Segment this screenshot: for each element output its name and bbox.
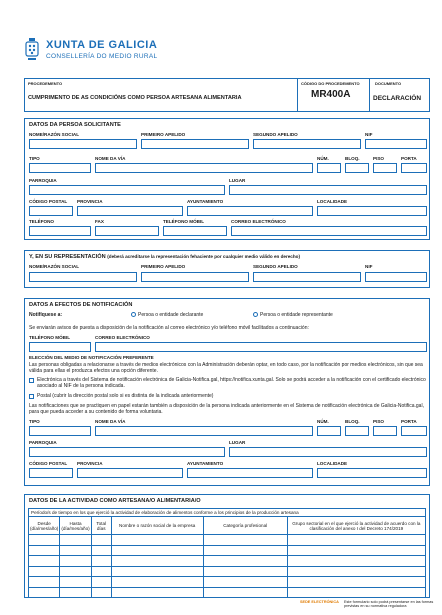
postal-option-text: Postal (cubrir la dirección postal solo si es distinta de la indicada anteriormente) (37, 393, 214, 399)
phone-field[interactable] (29, 226, 91, 236)
nif-field[interactable] (365, 139, 427, 149)
table-row[interactable] (29, 577, 426, 588)
postcode-label: CÓDIGO POSTAL (29, 199, 68, 204)
activity-table (28, 508, 426, 598)
parish-field[interactable] (29, 185, 225, 195)
notif-type-label: TIPO (29, 419, 40, 424)
notif-num-label: NÚM. (317, 419, 329, 424)
rep-nif-field[interactable] (365, 272, 427, 282)
postcode-field[interactable] (29, 206, 73, 216)
locality-label: LOCALIDADE (317, 199, 348, 204)
surname1-field[interactable] (141, 139, 249, 149)
obligation-text: Las personas obligadas a relacionarse a través de medios electrónicos con la Administración deberán optar, en todo caso, por la notificación por medios electrónicos, sin que sea válida para ellas el produzca efectos una opción diferente. (29, 362, 423, 374)
notif-floor-field[interactable] (373, 426, 397, 436)
option-representative[interactable]: Persoa o entidade representante (253, 312, 333, 318)
radio-representative[interactable] (253, 312, 258, 317)
street-field[interactable] (95, 163, 313, 173)
period-header: Período/s de tiempo en los que ejerció la actividad de elaboración de alimentos conforme a los principios de la producción artesana (29, 509, 426, 517)
col-sector: Grupo sectorial en el que ejerció la actividad de acuerdo con la clasificación del anexo I del Decreto 174/2019 (287, 517, 425, 535)
postal-checkbox[interactable] (29, 394, 34, 399)
electronic-checkbox[interactable] (29, 378, 34, 383)
choice-title: ELECCIÓN DEL MEDIO DE NOTIFICACIÓN PREFERENTE (29, 355, 154, 360)
notif-type-field[interactable] (29, 426, 91, 436)
notif-floor-label: PISO (373, 419, 384, 424)
name-field[interactable] (29, 139, 137, 149)
surname2-field[interactable] (253, 139, 361, 149)
notification-section (24, 298, 430, 486)
brand-name: XUNTA DE GALICIA (46, 39, 158, 51)
col-total-days: Total días (91, 517, 111, 535)
rep-nif-label: NIF (365, 264, 373, 269)
option-declarant[interactable]: Persoa o entidade declarante (131, 312, 203, 318)
document-label: DOCUMENTO (375, 81, 402, 86)
applicant-title: DATOS DA PERSOA SOLICITANTE (29, 122, 121, 128)
province-label: PROVINCIA (77, 199, 103, 204)
notify-label: Notifíquese a: (29, 312, 63, 318)
notif-council-label: AYUNTAMIENTO (187, 461, 224, 466)
rep-surname2-field[interactable] (253, 272, 361, 282)
page-header (24, 36, 224, 72)
notif-place-label: LUGAR (229, 440, 246, 445)
phone-label: TELÉFONO (29, 219, 55, 224)
representation-title: Y, EN SU REPRESENTACIÓN (deberá acreditarse la representación fehaciente por cualquier medio válido en derecho) (29, 254, 300, 260)
floor-field[interactable] (373, 163, 397, 173)
procedure-label: PROCEDEMENTO (28, 81, 63, 86)
xunta-logo-icon (24, 38, 40, 64)
footer-right: Este formulario solo podrá presentarse en las formas previstas en su normativa reguladora (344, 600, 434, 608)
council-label: AYUNTAMIENTO (187, 199, 224, 204)
notif-door-field[interactable] (401, 426, 427, 436)
door-field[interactable] (401, 163, 427, 173)
radio-declarant[interactable] (131, 312, 136, 317)
notif-locality-label: LOCALIDADE (317, 461, 348, 466)
table-row[interactable] (29, 556, 426, 567)
num-field[interactable] (317, 163, 341, 173)
notif-block-field[interactable] (345, 426, 369, 436)
notif-province-label: PROVINCIA (77, 461, 103, 466)
notif-door-label: PORTA (401, 419, 417, 424)
mobile-label: TELÉFONO MÓBIL (163, 219, 205, 224)
place-label: LUGAR (229, 178, 246, 183)
document-type: DECLARACIÓN (373, 95, 422, 102)
rep-surname2-label: SEGUNDO APELIDO (253, 264, 298, 269)
table-row[interactable] (29, 566, 426, 577)
notif-province-field[interactable] (77, 468, 183, 478)
rep-name-label: NOME/RAZÓN SOCIAL (29, 264, 80, 269)
table-row[interactable] (29, 535, 426, 546)
type-field[interactable] (29, 163, 91, 173)
email-label: CORREO ELECTRÓNICO (231, 219, 286, 224)
surname1-label: PRIMEIRO APELIDO (141, 132, 186, 137)
place-field[interactable] (229, 185, 427, 195)
street-label: NOME DA VÍA (95, 156, 126, 161)
notif-street-label: NOME DA VÍA (95, 419, 126, 424)
activity-title: DATOS DE LA ACTIVIDAD COMO ARTESANA/O ALIMENTARIA/O (29, 498, 201, 504)
fax-label: FAX (95, 219, 104, 224)
notif-place-field[interactable] (229, 447, 427, 457)
notif-council-field[interactable] (187, 468, 313, 478)
col-category: Categoría profesional (203, 517, 287, 535)
block-label: BLOQ. (345, 156, 360, 161)
rep-surname1-label: PRIMEIRO APELIDO (141, 264, 186, 269)
table-row[interactable] (29, 587, 426, 598)
notif-mobile-field[interactable] (29, 342, 91, 352)
notif-block-label: BLOQ. (345, 419, 360, 424)
procedure-box (24, 78, 430, 112)
procedure-code: MR400A (311, 89, 351, 100)
applicant-section (24, 118, 430, 240)
notif-street-field[interactable] (95, 426, 313, 436)
procedure-code-label: CÓDIGO DO PROCEDEMENTO (301, 81, 360, 86)
representation-section (24, 250, 430, 288)
notif-parish-field[interactable] (29, 447, 225, 457)
mobile-field[interactable] (163, 226, 227, 236)
col-company: Nombre o razón social de la empresa (111, 517, 203, 535)
name-label: NOME/RAZÓN SOCIAL (29, 132, 80, 137)
notif-mobile-label: TELÉFONO MÓBIL (29, 335, 71, 340)
email-field[interactable] (231, 226, 427, 236)
council-field[interactable] (187, 206, 313, 216)
fax-field[interactable] (95, 226, 159, 236)
notif-email-label: CORREO ELECTRÓNICO (95, 335, 150, 340)
rep-name-field[interactable] (29, 272, 137, 282)
province-field[interactable] (77, 206, 183, 216)
surname2-label: SEGUNDO APELIDO (253, 132, 298, 137)
notif-email-field[interactable] (95, 342, 427, 352)
department-name: CONSELLERÍA DO MEDIO RURAL (46, 53, 158, 60)
procedure-title: CUMPRIMENTO DE AS CONDICIÓNS COMO PERSOA ARTESANA ALIMENTARIA (28, 95, 242, 101)
notice-text: Se enviarán avisos de puesta a disposición de la notificación al correo electrónico y/o teléfono móvil facilitados a continuación: (29, 325, 309, 331)
num-label: NÚM. (317, 156, 329, 161)
notif-postcode-field[interactable] (29, 468, 73, 478)
notif-locality-field[interactable] (317, 468, 427, 478)
notif-num-field[interactable] (317, 426, 341, 436)
type-label: TIPO (29, 156, 40, 161)
floor-label: PISO (373, 156, 384, 161)
locality-field[interactable] (317, 206, 427, 216)
notification-title: DATOS A EFECTOS DE NOTIFICACIÓN (29, 302, 133, 308)
paper-note-text: Las notificaciones que se practiquen en papel estarán también a disposición de la persona indicada anteriormente en el Sistema de notificación electrónica de Galicia-Notifica.gal, para que pueda acceder a su contenido de forma voluntaria. (29, 403, 424, 415)
col-from: Desde (día/mes/año) (29, 517, 60, 535)
electronic-option-text: Electrónica a través del Sistema de notificación electrónica de Galicia-Notifica.gal, https://notifica.xunta.gal. Solo se podrá acceder a la notificación con el certificado electrónico asociado al NIF de la persona indicada. (37, 377, 426, 389)
rep-surname1-field[interactable] (141, 272, 249, 282)
col-to: Hasta (día/mes/año) (60, 517, 91, 535)
parish-label: PARROQUIA (29, 178, 57, 183)
nif-label: NIF (365, 132, 373, 137)
notif-parish-label: PARROQUIA (29, 440, 57, 445)
notif-postcode-label: CÓDIGO POSTAL (29, 461, 68, 466)
block-field[interactable] (345, 163, 369, 173)
table-row[interactable] (29, 545, 426, 556)
door-label: PORTA (401, 156, 417, 161)
footer-left: SEDE ELECTRÓNICA (300, 600, 339, 604)
